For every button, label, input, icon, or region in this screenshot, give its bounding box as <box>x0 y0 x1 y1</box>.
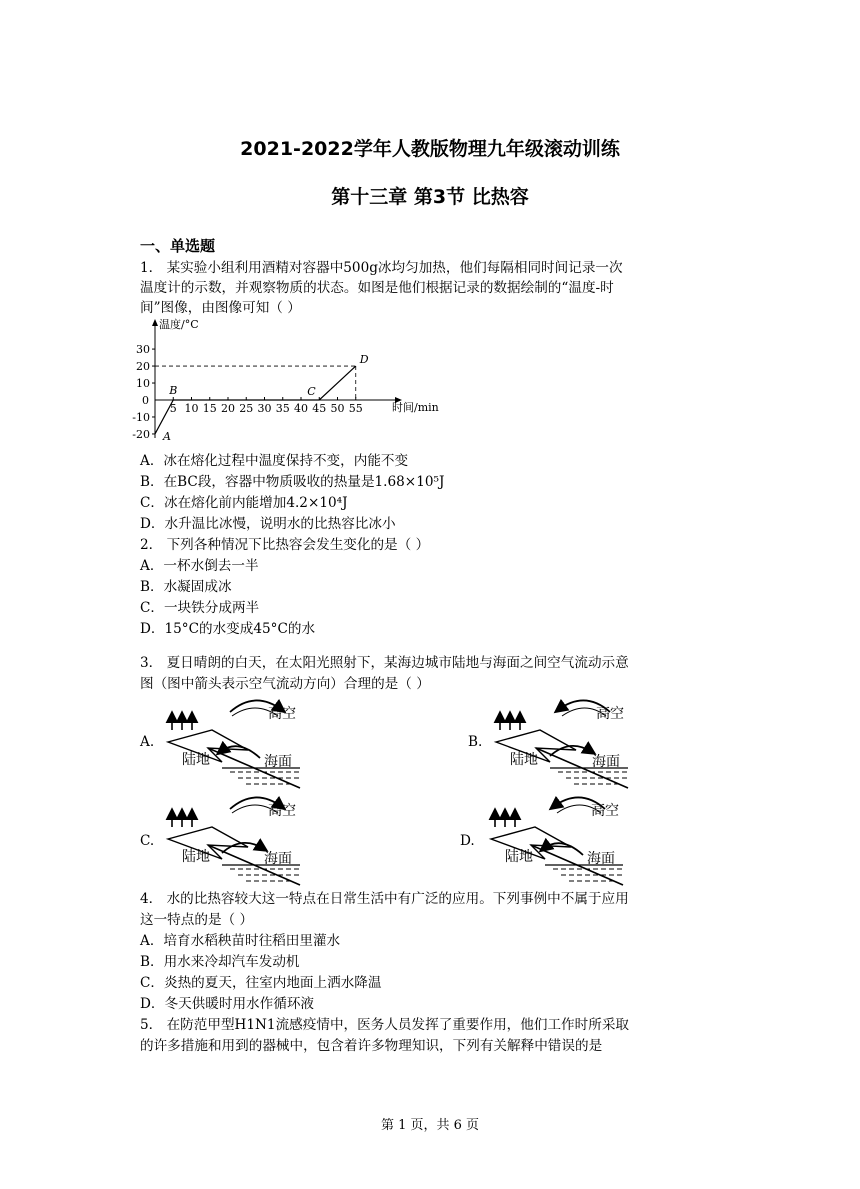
q2-option-a[interactable]: A．一杯水倒去一半 <box>140 558 259 574</box>
land-label: 陆地 <box>182 752 210 768</box>
point-label: D <box>359 353 369 367</box>
rising-air-arrows-icon <box>495 812 515 827</box>
x-tick-label: 45 <box>312 402 327 415</box>
q4-option-b[interactable]: B．用水来冷却汽车发动机 <box>140 954 300 970</box>
high-altitude-label: 高空 <box>268 706 296 722</box>
q1-option-c[interactable]: C．冰在熔化前内能增加4.2×10⁴J <box>140 495 348 511</box>
q5-line: 的许多措施和用到的器械中，包含着许多物理知识，下列有关解释中错误的是 <box>140 1038 603 1054</box>
q4-option-d[interactable]: D．冬天供暖时用水作循环液 <box>140 996 315 1012</box>
q2-option-b[interactable]: B．水凝固成冰 <box>140 579 232 595</box>
temperature-time-chart <box>130 316 439 448</box>
q2-stem: 2． 下列各种情况下比热容会发生变化的是（ ） <box>140 537 430 553</box>
x-tick-label: 35 <box>275 402 290 415</box>
sea-water-icon <box>558 772 628 784</box>
high-altitude-label: 高空 <box>268 803 296 819</box>
q4-line: 4． 水的比热容较大这一特点在日常生活中有广泛的应用。下列事例中不属于应用 <box>140 891 629 907</box>
section-heading: 一、单选题 <box>140 237 216 255</box>
y-tick-label: -10 <box>132 410 150 424</box>
high-altitude-label: 高空 <box>591 803 619 819</box>
q1-option-a[interactable]: A．冰在熔化过程中温度保持不变，内能不变 <box>140 453 409 469</box>
sea-label: 海面 <box>264 851 292 867</box>
x-tick-label: 50 <box>330 402 345 415</box>
q1-option-d[interactable]: D．水升温比冰慢，说明水的比热容比冰小 <box>140 516 396 532</box>
x-tick-label: 40 <box>294 402 308 415</box>
q1-line: 间”图像，由图像可知（ ） <box>140 300 301 316</box>
y-tick-label: 20 <box>136 360 150 374</box>
q2-option-d[interactable]: D．15°C的水变成45°C的水 <box>140 621 316 637</box>
sea-water-icon <box>230 772 300 784</box>
y-tick-label: 30 <box>136 343 150 357</box>
x-tick-label: 55 <box>348 402 363 415</box>
q3-line: 图（图中箭头表示空气流动方向）合理的是（ ） <box>140 676 430 692</box>
x-tick-label: 25 <box>239 402 254 415</box>
rising-air-arrows-icon <box>500 715 520 730</box>
land-label: 陆地 <box>182 849 210 865</box>
sea-breeze-diagram <box>160 690 310 800</box>
sea-breeze-diagram <box>160 787 310 897</box>
x-tick-label: 10 <box>184 402 199 415</box>
x-tick-label: 5 <box>169 402 177 415</box>
sea-breeze-diagram <box>483 787 633 897</box>
land-label: 陆地 <box>510 752 538 768</box>
q2-option-c[interactable]: C．一块铁分成两半 <box>140 600 260 616</box>
y-tick-label: -20 <box>132 427 150 441</box>
sea-label: 海面 <box>587 851 615 867</box>
y-axis-arrow <box>152 319 158 326</box>
point-label: B <box>169 384 178 397</box>
land-label: 陆地 <box>505 849 533 865</box>
q3-option-b[interactable]: B. <box>468 734 483 750</box>
q4-option-c[interactable]: C．炎热的夏天，往室内地面上洒水降温 <box>140 975 382 991</box>
q3-option-c[interactable]: C. <box>140 833 155 849</box>
q3-option-d[interactable]: D. <box>460 833 475 849</box>
sea-label: 海面 <box>592 754 620 770</box>
x-tick-label: 30 <box>257 402 272 415</box>
rising-air-arrows-icon <box>172 715 192 730</box>
sea-label: 海面 <box>264 754 292 770</box>
doc-title: 2021-2022学年人教版物理九年级滚动训练 <box>240 138 620 160</box>
sea-water-icon <box>230 869 300 881</box>
q4-line: 这一特点的是（ ） <box>140 912 254 928</box>
doc-subtitle: 第十三章 第3节 比热容 <box>331 186 529 208</box>
sea-breeze-diagram <box>488 690 638 800</box>
point-label: C <box>307 385 316 398</box>
q1-option-b[interactable]: B．在BC段，容器中物质吸收的热量是1.68×10⁵J <box>140 474 445 490</box>
sea-breeze-figure-c[interactable] <box>160 787 310 901</box>
origin-label: 0 <box>142 394 149 407</box>
q3-line: 3． 夏日晴朗的白天，在太阳光照射下，某海边城市陆地与海面之间空气流动示意 <box>140 655 629 671</box>
x-tick-label: 15 <box>202 402 217 415</box>
high-altitude-label: 高空 <box>596 706 624 722</box>
point-label: A <box>163 429 171 443</box>
y-tick-label: 10 <box>136 377 150 391</box>
x-axis-label: 时间/min <box>392 401 439 414</box>
q5-line: 5． 在防范甲型H1N1流感疫情中，医务人员发挥了重要作用，他们工作时所采取 <box>140 1017 630 1033</box>
y-axis-label: 温度/°C <box>159 318 199 331</box>
q3-option-a[interactable]: A. <box>140 734 155 750</box>
sea-breeze-figure-d[interactable] <box>483 787 633 901</box>
page-footer: 第 1 页，共 6 页 <box>380 1118 480 1133</box>
q4-option-a[interactable]: A．培育水稻秧苗时往稻田里灌水 <box>140 933 341 949</box>
x-tick-label: 20 <box>221 402 235 415</box>
sea-water-icon <box>553 869 623 881</box>
q1-line: 温度计的示数，并观察物质的状态。如图是他们根据记录的数据绘制的“温度-时 <box>140 280 614 296</box>
rising-air-arrows-icon <box>172 812 192 827</box>
q1-line: 1． 某实验小组利用酒精对容器中500g冰均匀加热，他们每隔相同时间记录一次 <box>140 260 623 276</box>
